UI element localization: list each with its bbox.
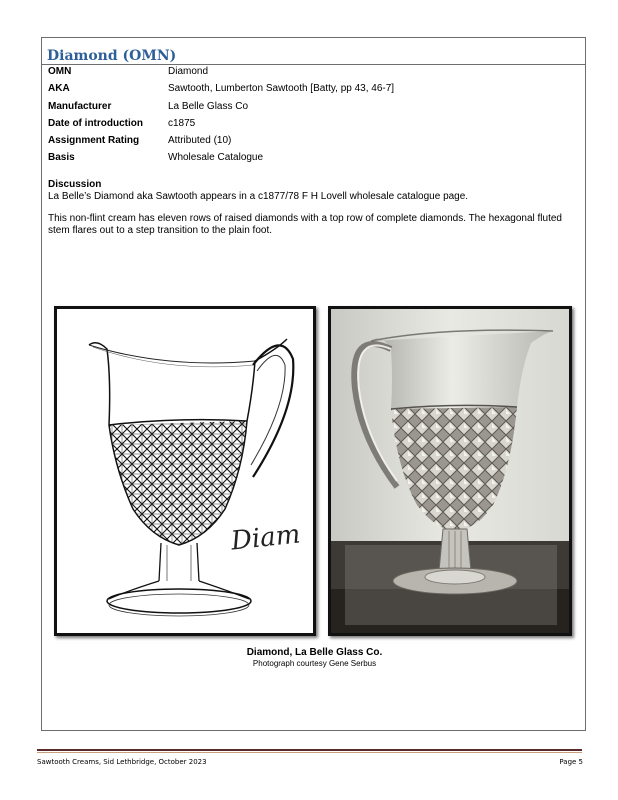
fact-row-date xyxy=(48,118,578,132)
fact-label: Manufacturer xyxy=(48,101,112,112)
fact-value: Sawtooth, Lumberton Sawtooth [Batty, pp 43, 46-7] xyxy=(168,83,395,94)
creamer-sketch-drawing xyxy=(57,309,313,633)
discussion-section xyxy=(48,179,578,247)
fact-label: OMN xyxy=(48,66,72,77)
title-bar xyxy=(42,38,585,65)
fact-label: Date of introduction xyxy=(48,118,143,129)
caption-title: Diamond, La Belle Glass Co. xyxy=(246,647,383,658)
fact-label: Assignment Rating xyxy=(48,135,140,146)
fact-row-aka xyxy=(48,83,578,97)
discussion-paragraph: This non-flint cream has eleven rows of raised diamonds with a top row of complete diamonds. The hexagonal fluted stem flares out to a step transition to the plain foot. xyxy=(48,213,562,236)
creamer-photograph xyxy=(328,306,572,636)
fact-row-manufacturer xyxy=(48,101,578,115)
caption-credit: Photograph courtesy Gene Serbus xyxy=(252,659,377,668)
footer-document-info: Sawtooth Creams, Sid Lethbridge, October 2023 xyxy=(37,758,207,766)
fact-label: Basis xyxy=(48,152,75,163)
fact-label: AKA xyxy=(48,83,70,94)
fact-value: Diamond xyxy=(168,66,209,77)
fact-row-omn xyxy=(48,66,578,80)
catalogue-sketch-image xyxy=(54,306,316,636)
footer-rule-accent xyxy=(37,752,582,753)
footer-rule xyxy=(37,749,582,751)
page-title: Diamond (OMN) xyxy=(47,48,177,64)
fact-row-rating xyxy=(48,135,578,149)
fact-value: Attributed (10) xyxy=(168,135,232,146)
discussion-paragraph: La Belle’s Diamond aka Sawtooth appears in a c1877/78 F H Lovell wholesale catalogue page. xyxy=(48,191,469,202)
fact-value: c1875 xyxy=(168,118,196,129)
handwritten-note: Diam xyxy=(229,519,302,557)
figure-caption xyxy=(42,647,587,669)
fact-value: Wholesale Catalogue xyxy=(168,152,264,163)
footer-page-number: Page 5 xyxy=(559,758,583,766)
creamer-photo-render xyxy=(331,309,569,633)
discussion-heading: Discussion xyxy=(48,179,102,190)
fact-value: La Belle Glass Co xyxy=(168,101,249,112)
fact-row-basis xyxy=(48,152,578,166)
page-frame xyxy=(41,37,586,731)
